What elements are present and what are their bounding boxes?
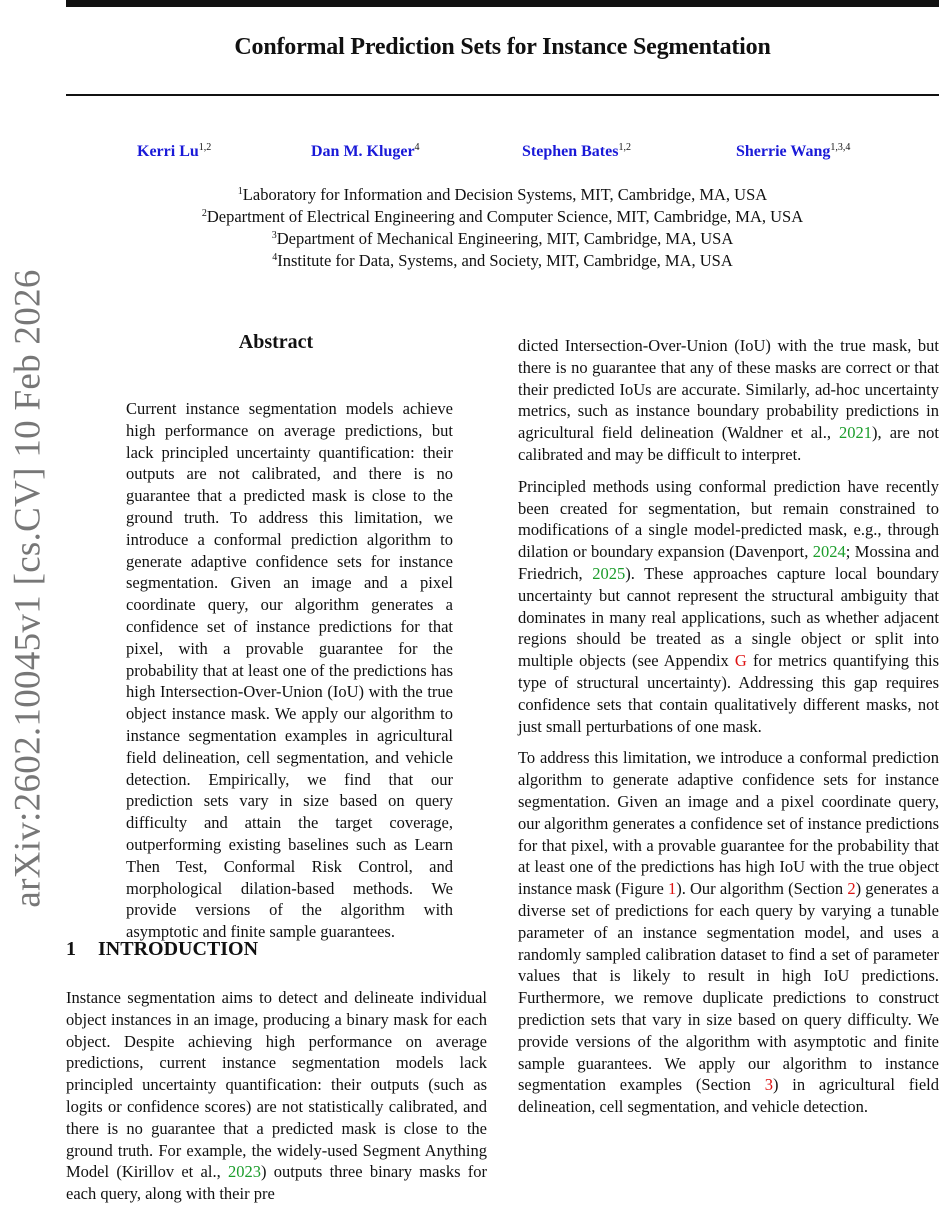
section-title: INTRODUCTION [98, 938, 259, 960]
author-affil-marks: 1,2 [618, 142, 631, 153]
abstract-heading: Abstract [238, 331, 314, 353]
author-1[interactable] [137, 143, 211, 161]
author-4[interactable] [736, 143, 850, 161]
section-link[interactable]: 3 [764, 1075, 773, 1095]
section-link[interactable]: 2 [847, 879, 856, 899]
affiliation-3: $^3$Department of Mechanical Engineering, MIT, Cambridge, MA, USA [271, 229, 734, 248]
appendix-link[interactable]: G [734, 651, 747, 671]
citation-link[interactable]: 2021 [839, 423, 873, 443]
author-affil-marks: 4 [414, 142, 420, 153]
author-affil-marks: 1,2 [198, 142, 212, 153]
intro-paragraph-3: To address this limitation, we introduce a conformal prediction algorithm to generate adaptive confidence sets for instance segmentation. Given an image and a pixel coordinate query, our algorithm generates a confidence set of instance predictions for that pixel, with a provable guarantee for the probability that at least one of the predictions has high IoU with the true object instance mask (Figure 1). Our algorithm (Section 2) generates a diverse set of predictions for each query by varying a tunable parameter of an instance segmentation model, and uses a randomly sampled calibration dataset to find a set of parameter values that is likely to result in high IoU predictions. Furthermore, we remove duplicate predictions to construct prediction sets that vary in size based on query difficulty. We provide versions of the algorithm with asymptotic and finite sample guarantees. We apply our algorithm to instance segmentation examples (Section 3) in agricultural field delineation, cell segmentation, and vehicle detection. [518, 748, 940, 1117]
intro-paragraph-2: Principled methods using conformal prediction have recently been created for segmentation, but remain constrained to modifications of a single model-predicted mask, e.g., through dilation or boundary expansion (Davenport, 2024; Mossina and Friedrich, 2025). These approaches capture local boundary uncertainty but cannot represent the structural ambiguity that dominates in many real applications, such as whether adjacent regions should be treated as a single object or split into multiple objects (see Appendix G for metrics quantifying this type of structural uncertainty). Addressing this gap requires confidence sets that contain qualitatively different masks, not just small perturbations of one mask. [518, 476, 939, 736]
author-2[interactable] [311, 143, 420, 161]
author-3[interactable] [522, 143, 631, 161]
affiliation-2: $^2$Department of Electrical Engineering and Computer Science, MIT, Cambridge, MA, USA [201, 207, 804, 226]
citation-link[interactable]: 2024 [812, 542, 846, 562]
top-rule [66, 0, 939, 7]
affiliation-1: $^1$Laboratory for Information and Decision Systems, MIT, Cambridge, MA, USA [237, 185, 768, 204]
section-heading [66, 938, 258, 961]
author-name: Dan M. Kluger [311, 143, 415, 160]
citation-link[interactable]: 2023 [227, 1162, 261, 1182]
intro-right-column [518, 335, 939, 1128]
author-affil-marks: 1,3,4 [830, 142, 851, 153]
intro-paragraph-1-part-1: Instance segmentation aims to detect and delineate individual object instances in an image, producing a binary mask for each object. Despite achieving high performance on average predictions, current instance segmentation models lack principled uncertainty quantification: their outputs (such as logits or confidence scores) are not statistically calibrated, and there is no guarantee that a predicted mask is close to the ground truth. For example, the widely-used Segment Anything Model (Kirillov et al., 2023) outputs three binary masks for each query, along with their pre [66, 988, 488, 1204]
intro-paragraph-1-part-2: dicted Intersection-Over-Union (IoU) with the true mask, but there is no guarantee that any of these masks are correct or that their predicted IoUs are accurate. Similarly, ad-hoc uncertainty metrics, such as instance boundary probability predictions in agricultural field delineation (Waldner et al., 2021), are not calibrated and may be difficult to interpret. [518, 336, 939, 464]
arxiv-stamp: arXiv:2602.10045v1 [cs.CV] 10 Feb 2026 [7, 269, 49, 908]
abstract-text: Current instance segmentation models achieve high performance on average predictions, but lack principled uncertainty quantification: their outputs are not calibrated, and there is no guarantee that a predicted mask is close to the ground truth. To address this limitation, we introduce a conformal prediction algorithm to generate adaptive confidence sets for instance segmentation. Given an image and a pixel coordinate query, our algorithm generates a confidence set of instance predictions for that pixel, with a provable guarantee for the probability that at least one of the predictions has high Intersection-Over-Union (IoU) with the true object instance mask. We apply our algorithm to instance segmentation examples in agricultural field delineation, cell segmentation, and vehicle detection. Empirically, we find that our prediction sets vary in size based on query difficulty and attain the target coverage, outperforming existing baselines such as Learn Then Test, Conformal Risk Control, and morphological dilation-based methods. We provide versions of the algorithm with asymptotic and finite sample guarantees. [126, 399, 453, 942]
author-name: Sherrie Wang [736, 143, 831, 160]
paper-title: Conformal Prediction Sets for Instance Segmentation [234, 34, 771, 60]
affiliation-4: $^4$Institute for Data, Systems, and Society, MIT, Cambridge, MA, USA [272, 251, 733, 270]
figure-link[interactable]: 1 [667, 879, 677, 899]
citation-link[interactable]: 2025 [592, 563, 626, 583]
author-name: Stephen Bates [522, 143, 619, 160]
author-name: Kerri Lu [137, 143, 199, 160]
section-number: 1 [66, 938, 76, 960]
title-rule [66, 94, 939, 96]
